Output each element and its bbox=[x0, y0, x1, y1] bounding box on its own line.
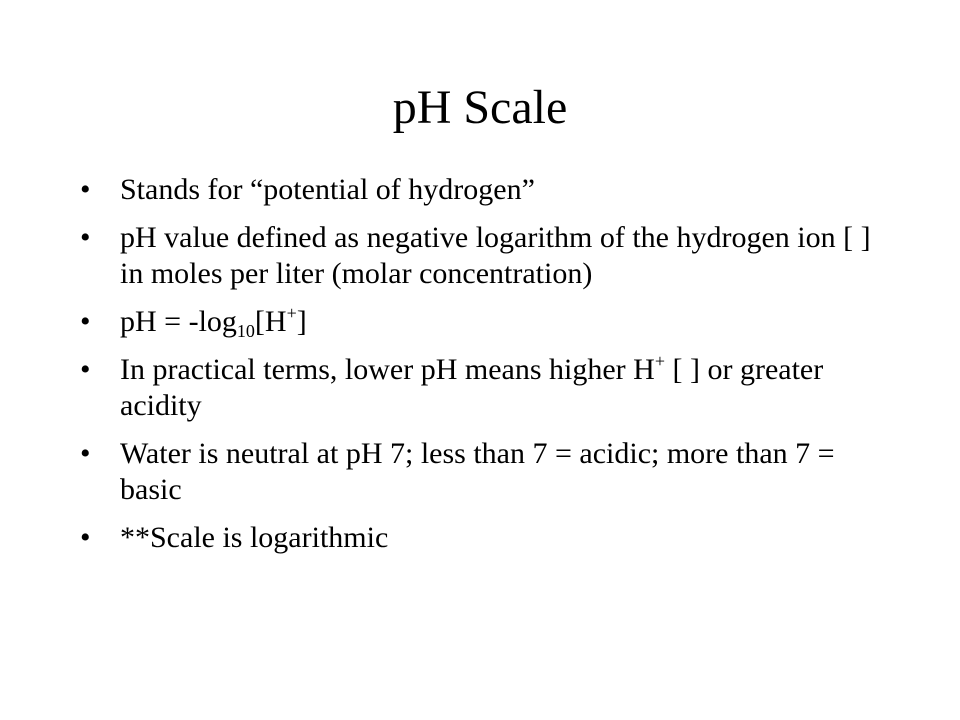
bullet-item bbox=[80, 304, 900, 340]
formula-part: pH = -log bbox=[120, 305, 237, 338]
bullet-dot-icon: • bbox=[80, 353, 91, 386]
bullet-dot-icon: • bbox=[80, 173, 91, 206]
ph-formula bbox=[120, 304, 900, 340]
bullet-dot-icon: • bbox=[80, 437, 91, 470]
formula-superscript: + bbox=[286, 303, 297, 323]
bullet-item bbox=[80, 220, 900, 292]
bullet-text: Water is neutral at pH 7; less than 7 = acidic; more than 7 = basic bbox=[120, 437, 835, 506]
bullet-dot-icon: • bbox=[80, 521, 91, 554]
bullet-dot-icon: • bbox=[80, 221, 91, 254]
bullet-item bbox=[80, 436, 900, 508]
formula-subscript: 10 bbox=[236, 321, 255, 341]
bullet-text: pH value defined as negative logarithm of the hydrogen ion [ ] in moles per liter (molar concentration) bbox=[120, 221, 871, 290]
bullet-item bbox=[80, 352, 900, 424]
formula-part: ] bbox=[296, 305, 307, 338]
bullet-dot-icon: • bbox=[80, 305, 91, 338]
bullet-item bbox=[80, 172, 900, 208]
bullet-item bbox=[80, 520, 900, 556]
bullet-text: Stands for “potential of hydrogen” bbox=[120, 173, 535, 206]
text-part: In practical terms, lower pH means higher H bbox=[120, 353, 655, 386]
formula-part: [H bbox=[254, 305, 287, 338]
slide-title: pH Scale bbox=[392, 81, 568, 134]
bullet-text bbox=[120, 352, 900, 424]
text-part: [ ] or greater acidity bbox=[120, 353, 824, 422]
bullet-text: **Scale is logarithmic bbox=[120, 521, 389, 554]
superscript: + bbox=[654, 351, 665, 371]
bullet-list bbox=[80, 172, 900, 568]
